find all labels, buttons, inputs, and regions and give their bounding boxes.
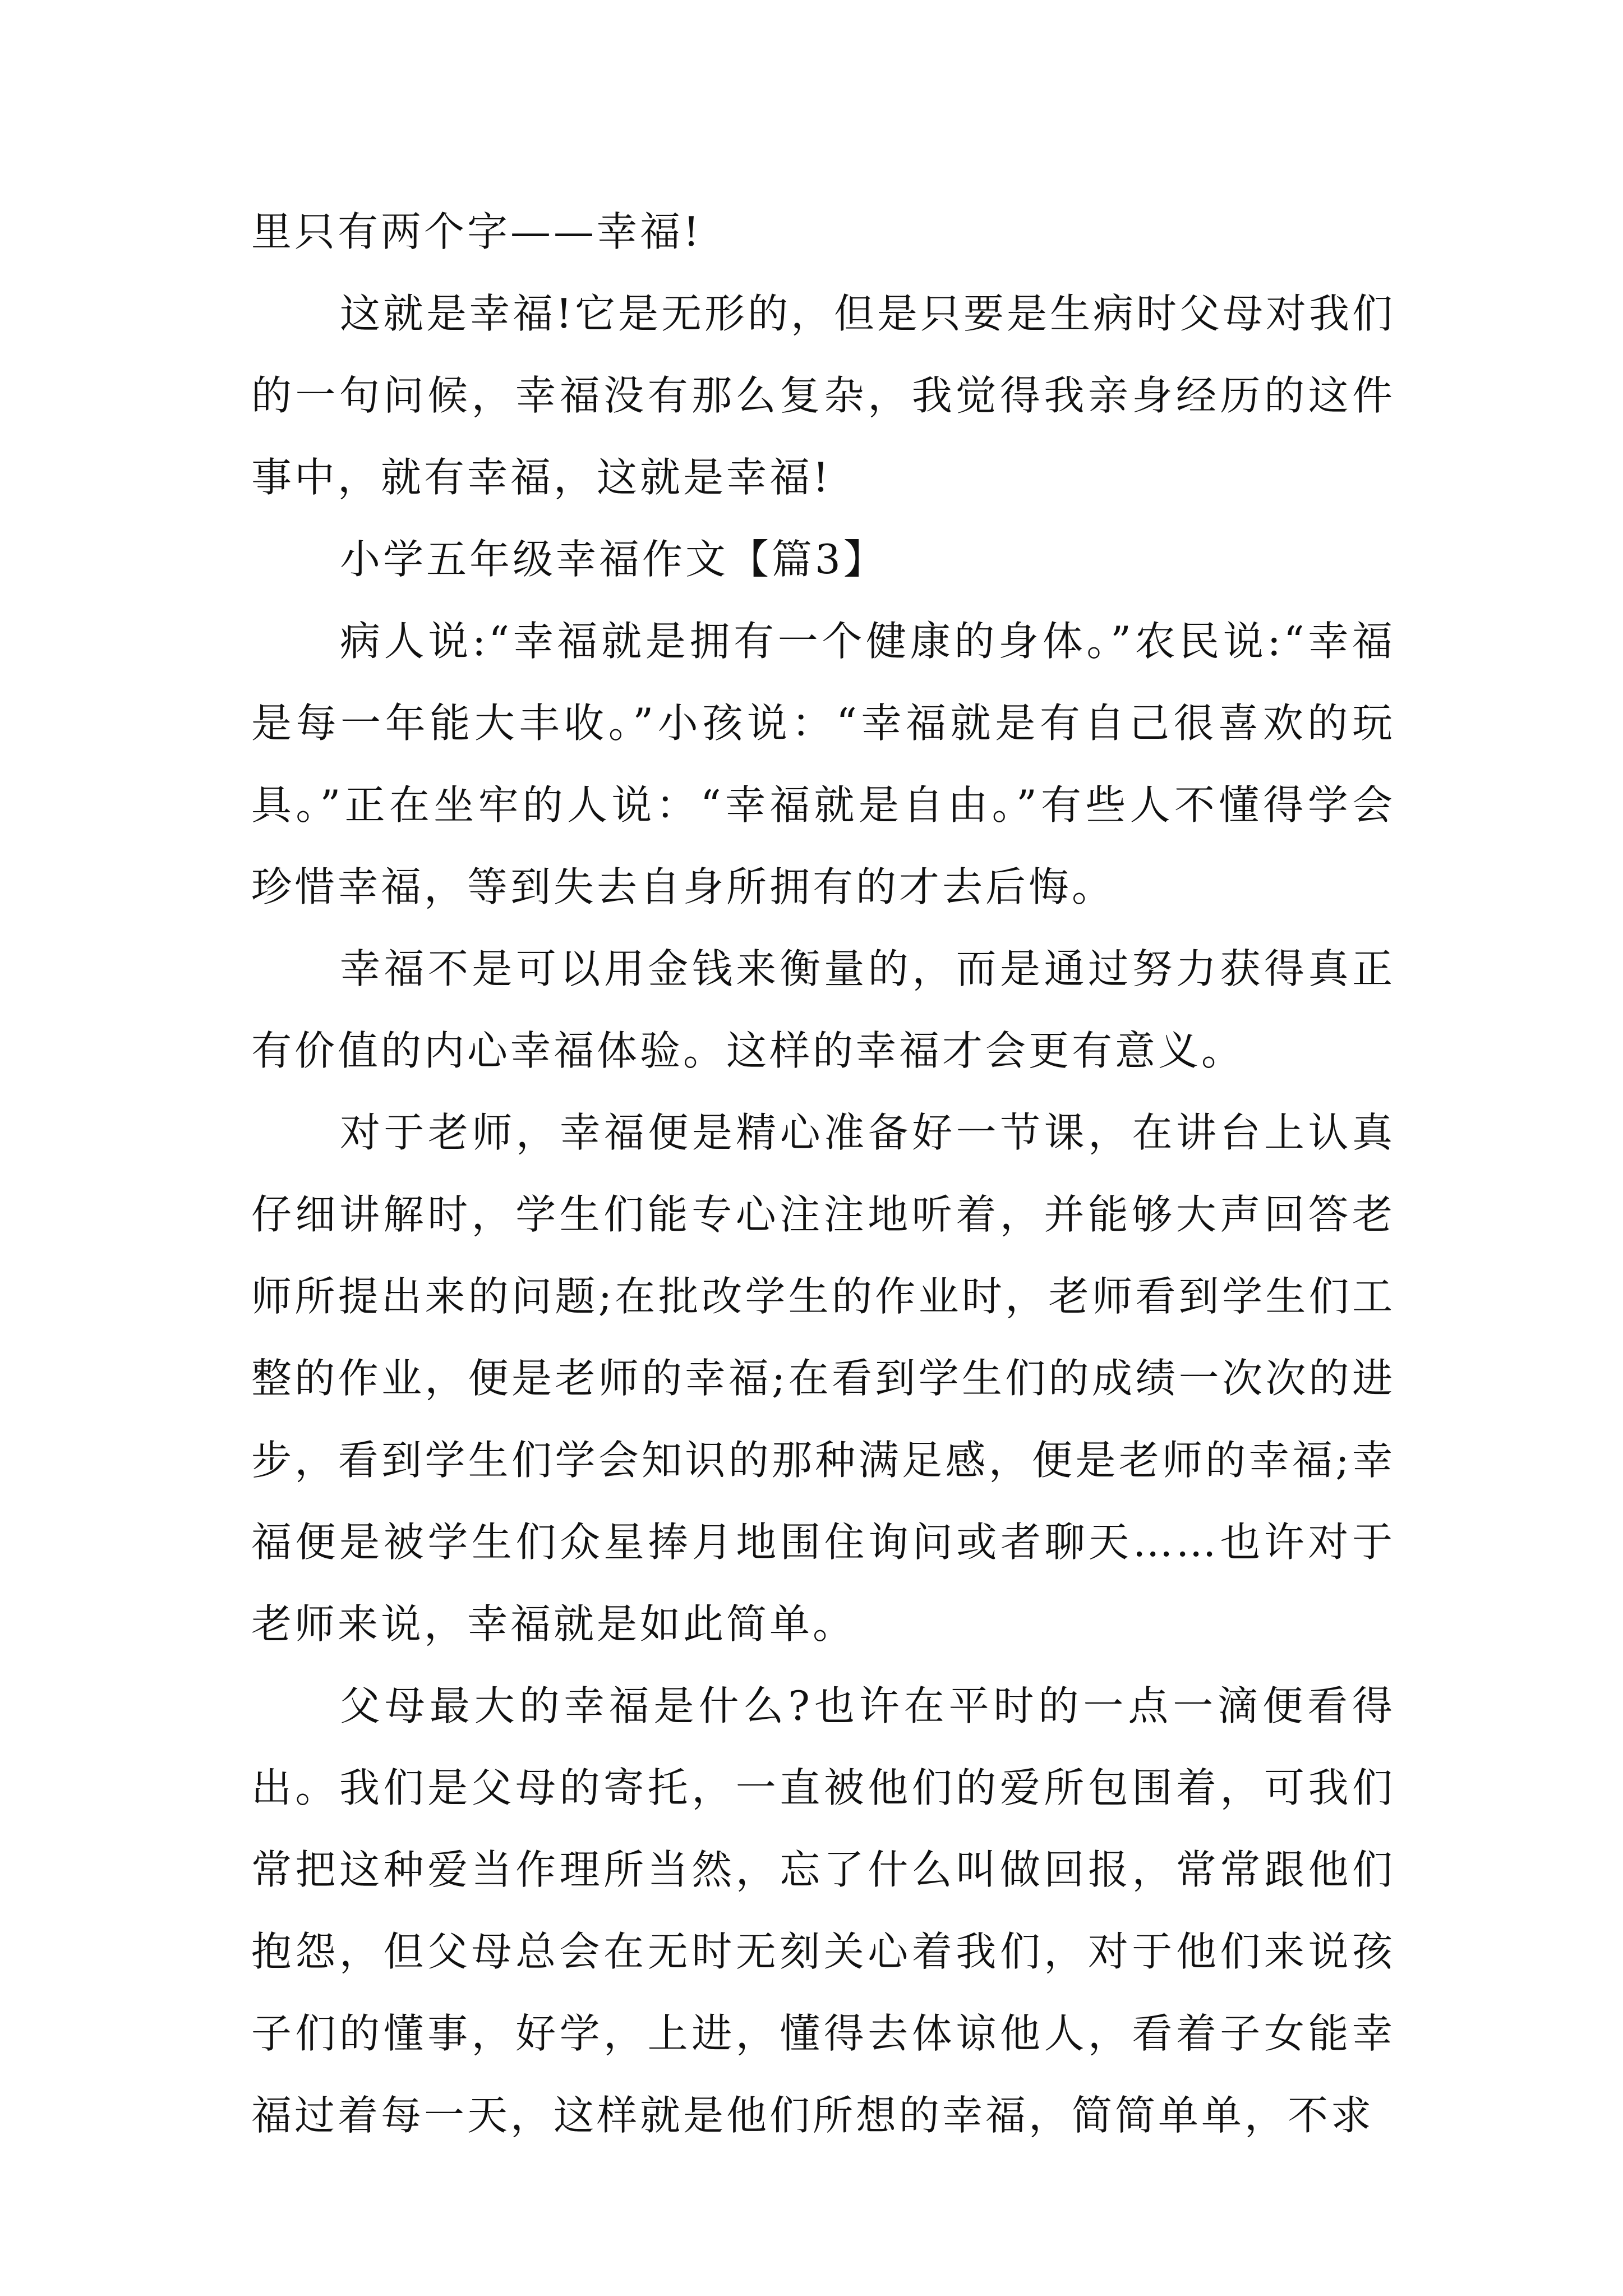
- section-heading: 小学五年级幸福作文【篇3】: [340, 536, 887, 583]
- paragraph-continuation: 里只有两个字——幸福!: [251, 208, 702, 255]
- paragraph-this-is-happiness: 这就是幸福!它是无形的，但是只要是生病时父母对我们的一句问候，幸福没有那么复杂，我觉得我亲身经历的这件事中，就有幸福，这就是幸福!: [251, 290, 1395, 501]
- paragraph-money: 幸福不是可以用金钱来衡量的，而是通过努力获得真正有价值的内心幸福体验。这样的幸福才会更有意义。: [251, 945, 1395, 1074]
- paragraph-parents: 父母最大的幸福是什么?也许在平时的一点一滴便看得出。我们是父母的寄托，一直被他们的爱所包围着，可我们常把这种爱当作理所当然，忘了什么叫做回报，常常跟他们抱怨，但父母总会在无时无刻关心着我们，对于他们来说孩子们的懂事，好学，上进，懂得去体谅他人，看着子女能幸福过着每一天，这样就是他们所想的幸福，简简单单，不求: [251, 1682, 1395, 2139]
- paragraph-teacher: 对于老师，幸福便是精心准备好一节课，在讲台上认真仔细讲解时，学生们能专心注注地听着，并能够大声回答老师所提出来的问题;在批改学生的作业时，老师看到学生们工整的作业，便是老师的幸福;在看到学生们的成绩一次次的进步，看到学生们学会知识的那种满足感，便是老师的幸福;幸福便是被学生们众星捧月地围住询问或者聊天……也许对于老师来说，幸福就是如此简单。: [251, 1109, 1395, 1648]
- document-body: [251, 191, 1395, 2156]
- paragraph-quotes: 病人说:“幸福就是拥有一个健康的身体。”农民说:“幸福是每一年能大丰收。”小孩说：“幸福就是有自己很喜欢的玩具。”正在坐牢的人说：“幸福就是自由。”有些人不懂得学会珍惜幸福，等到失去自身所拥有的才去后悔。: [251, 618, 1395, 910]
